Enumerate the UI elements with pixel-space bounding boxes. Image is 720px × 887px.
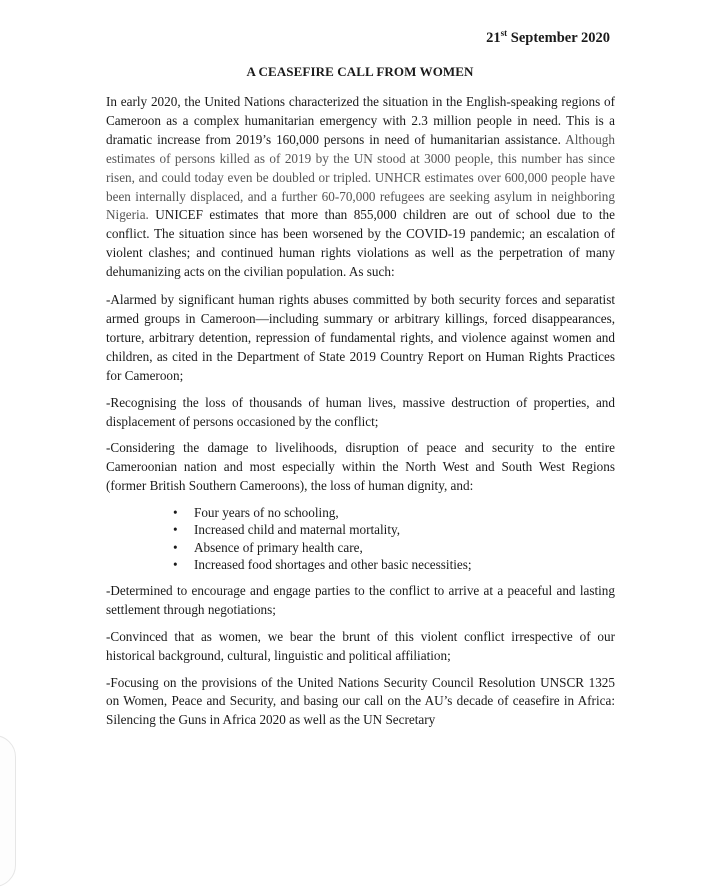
impact-bullet-list: [106, 504, 615, 573]
document-body: [106, 93, 615, 738]
date-ordinal-suffix: st: [500, 28, 508, 39]
intro-paragraph: [106, 93, 615, 282]
list-item-text: Increased food shortages and other basic necessities;: [194, 556, 472, 572]
list-item-text: Absence of primary health care,: [194, 539, 363, 555]
intro-part-2: Although estimates of persons killed as of 2019 by the UN stood at 3000 people, this number has since risen, and could today even be doubled or tripled. UNHCR estimates over 600,000 people have been internally displaced, and a further 60-70,000 refugees are seeking asylum in neighboring Nigeria.: [106, 131, 615, 223]
date-month-year: September 2020: [507, 30, 610, 46]
intro-part-1: In early 2020, the United Nations characterized the situation in the English-speaking regions of Cameroon as a complex humanitarian emergency with 2.3 million people in need. This is a dramatic increase from 2019’s 160,000 persons in need of humanitarian assistance.: [106, 94, 615, 147]
considering-paragraph: -Considering the damage to livelihoods, disruption of peace and security to the entire Cameroonian nation and most especially within the North West and South West Regions (former British Southern Cameroons), the loss of human dignity, and:: [106, 440, 615, 494]
date-day: 21: [486, 30, 501, 46]
recognising-paragraph: -Recognising the loss of thousands of human lives, massive destruction of properties, and displacement of persons occasioned by the conflict;: [106, 394, 615, 429]
bullet-icon: •: [173, 539, 178, 555]
bullet-icon: •: [173, 556, 178, 572]
list-item: [173, 521, 615, 538]
focusing-paragraph: -Focusing on the provisions of the United Nations Security Council Resolution UNSCR 1325 on Women, Peace and Security, and basing our call on the AU’s decade of ceasefire in Africa: Silencing the Guns in Africa 2020 as well as the UN Secretary: [106, 674, 615, 728]
list-item: [173, 504, 615, 521]
convinced-paragraph: -Convinced that as women, we bear the brunt of this violent conflict irrespective of our historical background, cultural, linguistic and political affiliation;: [106, 628, 615, 663]
bullet-icon: •: [173, 522, 178, 538]
alarmed-paragraph: -Alarmed by significant human rights abuses committed by both security forces and separatist armed groups in Cameroon—including summary or arbitrary killings, forced disappearances, torture, arbitrary detention, repression of fundamental rights, and violence against women and children, as cited in the Department of State 2019 Country Report on Human Rights Practices for Cameroon;: [106, 292, 615, 383]
list-item: [173, 539, 615, 556]
document-title: A CEASEFIRE CALL FROM WOMEN: [246, 64, 474, 79]
intro-part-3: UNICEF estimates that more than 855,000 children are out of school due to the conflict. The situation since has been worsened by the COVID-19 pandemic; an escalation of violent clashes; and continued human rights violations as well as the perpetration of many dehumanizing acts on the civilian population. As such:: [106, 207, 615, 280]
list-item: [173, 556, 615, 573]
list-item-text: Increased child and maternal mortality,: [194, 522, 401, 538]
bullet-icon: •: [173, 505, 178, 521]
scroll-edge-handle[interactable]: [0, 735, 16, 887]
list-item-text: Four years of no schooling,: [194, 505, 339, 521]
letter-date: [486, 30, 610, 47]
determined-paragraph: -Determined to encourage and engage parties to the conflict to arrive at a peaceful and lasting settlement through negotiations;: [106, 582, 615, 617]
